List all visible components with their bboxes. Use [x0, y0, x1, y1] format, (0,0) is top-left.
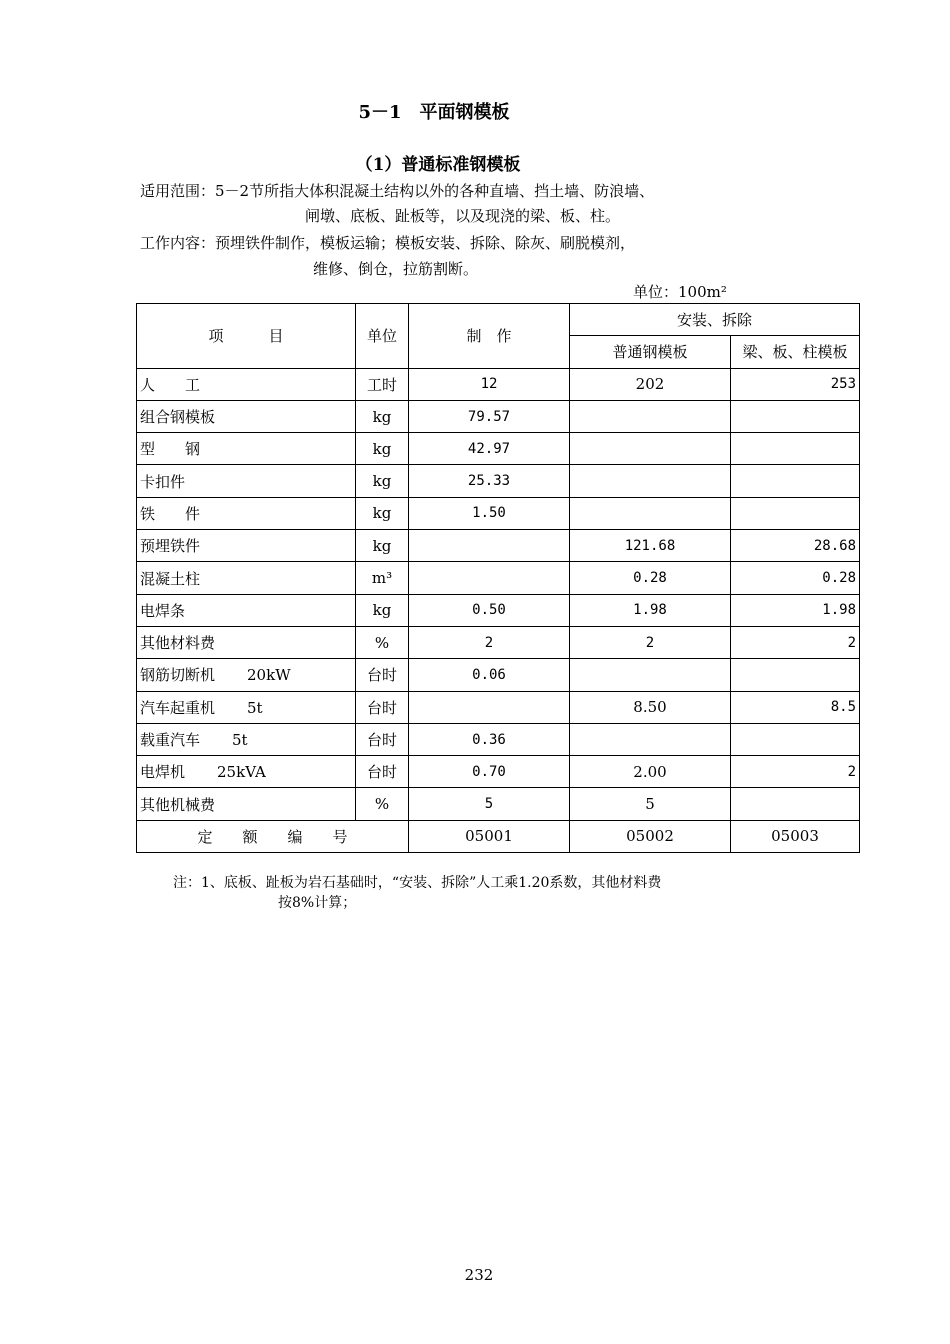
quota-number-label: 定 额 编 号	[137, 820, 409, 852]
row-unit: kg	[356, 433, 409, 465]
row-unit: m³	[356, 562, 409, 594]
row-install-col2: 253	[731, 368, 860, 400]
subsection-title: （1）普通标准钢模板	[355, 155, 521, 175]
row-make: 42.97	[409, 433, 570, 465]
work-line-1	[140, 232, 635, 253]
row-install-col2	[731, 433, 860, 465]
row-make: 25.33	[409, 465, 570, 497]
scope-label: 适用范围：	[140, 182, 216, 200]
table-row	[137, 594, 860, 626]
row-install-col2	[731, 497, 860, 529]
row-unit: kg	[356, 594, 409, 626]
row-item-name: 电焊机	[140, 763, 186, 782]
row-install-col2	[731, 400, 860, 432]
row-install-col1: 121.68	[570, 530, 731, 562]
row-unit: %	[356, 626, 409, 658]
row-item	[137, 368, 356, 400]
quota-number-row	[137, 820, 860, 852]
row-install-col2: 28.68	[731, 530, 860, 562]
row-item-name: 组合钢模板	[140, 408, 216, 427]
header-install-col1: 普通钢模板	[570, 336, 731, 368]
row-install-col2	[731, 659, 860, 691]
row-item-name: 钢筋切断机	[140, 666, 216, 685]
row-make: 0.70	[409, 756, 570, 788]
table-row	[137, 659, 860, 691]
row-item	[137, 497, 356, 529]
row-item	[137, 433, 356, 465]
table-row	[137, 433, 860, 465]
work-text-2: 维修、倒仓，拉筋割断。	[313, 260, 479, 278]
table-row	[137, 691, 860, 723]
row-item-spec: 5t	[232, 731, 248, 749]
row-item-name: 混凝土柱	[140, 569, 201, 588]
row-install-col1: 8.50	[570, 691, 731, 723]
scope-line-1	[140, 180, 654, 201]
row-item-name: 汽车起重机	[140, 698, 216, 717]
row-install-col2	[731, 723, 860, 755]
table-row	[137, 626, 860, 658]
row-unit: 台时	[356, 756, 409, 788]
row-install-col1: 5	[570, 788, 731, 820]
row-unit: 台时	[356, 723, 409, 755]
row-install-col2	[731, 465, 860, 497]
row-item	[137, 594, 356, 626]
row-item-name: 电焊条	[140, 601, 186, 620]
quota-number-col2: 05003	[731, 820, 860, 852]
section-title: 5－1 平面钢模板	[358, 102, 510, 123]
row-item-name: 其他机械费	[140, 795, 216, 814]
row-make: 12	[409, 368, 570, 400]
row-item-spec: 25kVA	[217, 763, 266, 782]
note-line-1: 注：1、底板、趾板为岩石基础时，“安装、拆除”人工乘1.20系数，其他材料费	[173, 875, 662, 891]
row-item-spec: 5t	[247, 698, 263, 717]
row-item	[137, 530, 356, 562]
row-install-col2: 2	[731, 756, 860, 788]
row-install-col2: 8.5	[731, 691, 860, 723]
row-make: 5	[409, 788, 570, 820]
row-make: 0.36	[409, 723, 570, 755]
row-make	[409, 530, 570, 562]
row-install-col2: 0.28	[731, 562, 860, 594]
row-install-col1	[570, 659, 731, 691]
row-install-col1	[570, 433, 731, 465]
row-item-name: 预埋铁件	[140, 537, 201, 556]
row-install-col2	[731, 788, 860, 820]
quota-number-make: 05001	[409, 820, 570, 852]
row-make: 1.50	[409, 497, 570, 529]
row-install-col1: 0.28	[570, 562, 731, 594]
page-number: 232	[464, 1266, 494, 1284]
row-item	[137, 691, 356, 723]
table-row	[137, 756, 860, 788]
quota-number-col1: 05002	[570, 820, 731, 852]
header-make: 制 作	[409, 304, 570, 369]
header-unit: 单位	[356, 304, 409, 369]
row-item	[137, 465, 356, 497]
header-install-col2: 梁、板、柱模板	[731, 336, 860, 368]
row-unit: kg	[356, 465, 409, 497]
row-item-name: 其他材料费	[140, 634, 216, 653]
row-unit: 台时	[356, 691, 409, 723]
row-make: 0.50	[409, 594, 570, 626]
note-line-2: 按8%计算；	[278, 895, 357, 911]
row-install-col1: 2.00	[570, 756, 731, 788]
row-unit: kg	[356, 530, 409, 562]
table-row	[137, 497, 860, 529]
row-install-col1	[570, 497, 731, 529]
row-item	[137, 400, 356, 432]
row-make	[409, 691, 570, 723]
scope-text-2: 闸墩、底板、趾板等，以及现浇的梁、板、柱。	[305, 207, 621, 225]
row-install-col1	[570, 400, 731, 432]
row-item-name: 载重汽车	[140, 731, 201, 749]
row-item	[137, 723, 356, 755]
header-item: 项 目	[137, 304, 356, 369]
row-unit: 工时	[356, 368, 409, 400]
header-install-group: 安装、拆除	[570, 304, 860, 336]
header-row-1	[137, 304, 860, 336]
table-row	[137, 723, 860, 755]
row-make	[409, 562, 570, 594]
row-install-col2: 1.98	[731, 594, 860, 626]
row-item-name: 型 钢	[140, 440, 201, 459]
row-install-col2: 2	[731, 626, 860, 658]
row-make: 79.57	[409, 400, 570, 432]
work-text-1: 预埋铁件制作，模板运输；模板安装、拆除、除灰、刷脱模剂，	[215, 234, 636, 252]
table-row	[137, 530, 860, 562]
row-install-col1	[570, 465, 731, 497]
row-unit: %	[356, 788, 409, 820]
table-row	[137, 400, 860, 432]
row-item	[137, 756, 356, 788]
row-install-col1: 1.98	[570, 594, 731, 626]
table-row	[137, 368, 860, 400]
row-unit: kg	[356, 400, 409, 432]
quota-table	[136, 303, 860, 853]
row-item-name: 人 工	[140, 375, 201, 394]
scope-text-1: 5－2节所指大体积混凝土结构以外的各种直墙、挡土墙、防浪墙、	[215, 182, 655, 200]
row-unit: kg	[356, 497, 409, 529]
row-install-col1: 202	[570, 368, 731, 400]
table-row	[137, 788, 860, 820]
row-make: 0.06	[409, 659, 570, 691]
row-item	[137, 562, 356, 594]
row-item-name: 铁 件	[140, 504, 201, 523]
row-item	[137, 626, 356, 658]
row-item	[137, 659, 356, 691]
table-row	[137, 465, 860, 497]
row-unit: 台时	[356, 659, 409, 691]
row-item-name: 卡扣件	[140, 472, 186, 491]
row-install-col1	[570, 723, 731, 755]
table-row	[137, 562, 860, 594]
row-install-col1: 2	[570, 626, 731, 658]
unit-label: 单位：100m²	[633, 283, 727, 301]
row-make: 2	[409, 626, 570, 658]
row-item-spec: 20kW	[247, 666, 291, 685]
work-label: 工作内容：	[140, 234, 216, 252]
row-item	[137, 788, 356, 820]
